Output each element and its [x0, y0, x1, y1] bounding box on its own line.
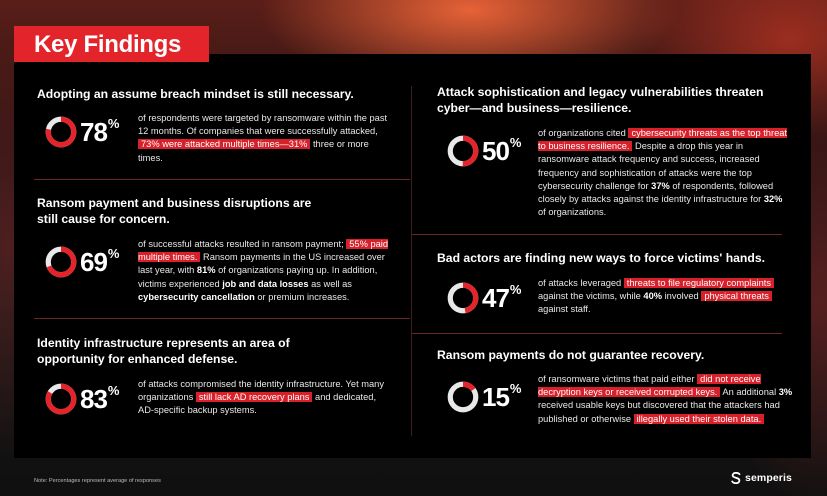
finding-5-desc: of attacks leveraged threats to file regulatory complaints against the victims, while 40% involved physical threats against staff. [538, 277, 790, 317]
stat-percent: 83% [80, 383, 119, 414]
donut-ring [44, 245, 78, 279]
finding-1-heading [37, 87, 397, 103]
brand-name: semperis [745, 472, 792, 484]
divider [34, 179, 410, 180]
finding-4-desc: of organizations cited cybersecurity threats as the top threat to business resilience. Despite a drop this year in ransomware attack frequency and success, increased frequency and sophistication of attacks were the top cybersecurity challenge for 37% of respondents, followed closely by attacks against the identity infrastructure for 32% of organizations. [538, 128, 787, 218]
finding-heading: Attack sophistication and legacy vulnerabilities threaten cyber—and business—resilience. [437, 85, 764, 115]
title-banner [14, 26, 209, 62]
finding-6-heading [437, 348, 777, 364]
finding-4-stat [446, 134, 520, 168]
donut-ring [44, 115, 78, 149]
finding-heading: Adopting an assume breach mindset is still necessary. [37, 87, 354, 101]
finding-6-desc: of ransomware victims that paid either did not receive decryption keys or received corrupted keys. An additional 3% received usable keys but discovered that the attackers had published or otherwise illegally used their stolen data. [538, 374, 793, 424]
column-divider [411, 86, 412, 436]
finding-1-stat [44, 115, 118, 149]
finding-3-desc: of attacks compromised the identity infrastructure. Yet many organizations still lack AD recovery plans and dedicated, AD-specific backup systems. [138, 379, 384, 416]
donut-ring [446, 134, 480, 168]
stat-percent: 47% [482, 282, 521, 313]
stat-percent: 78% [80, 116, 119, 147]
divider [412, 234, 782, 235]
finding-5-heading [437, 251, 777, 267]
stat-percent: 50% [482, 135, 521, 166]
stat-percent: 15% [482, 381, 521, 412]
finding-3-heading [37, 336, 317, 367]
page-title: Key Findings [34, 31, 182, 58]
finding-2-desc: of successful attacks resulted in ransom payment; 55% paid multiple times. Ransom payments in the US increased over last year, with 81% of organizations paying up. In addition, victims experienced job and data losses as well as cybersecurity cancellation or premium increases. [138, 239, 389, 302]
finding-3-stat [44, 382, 118, 416]
finding-6-stat [446, 380, 520, 414]
divider [412, 333, 782, 334]
donut-ring [446, 380, 480, 414]
footnote: Note: Percentages represent average of responses [34, 478, 161, 484]
finding-5-stat [446, 281, 520, 315]
stat-percent: 69% [80, 246, 119, 277]
semperis-logo-icon [731, 472, 741, 484]
donut-ring [44, 382, 78, 416]
divider [34, 318, 410, 319]
finding-heading: Identity infrastructure represents an area of opportunity for enhanced defense. [37, 336, 290, 366]
donut-ring [446, 281, 480, 315]
brand-logo [731, 472, 792, 484]
finding-heading: Ransom payments do not guarantee recovery. [437, 348, 705, 362]
finding-heading: Bad actors are finding new ways to force victims' hands. [437, 251, 765, 265]
finding-4-heading [437, 85, 767, 116]
finding-1-desc: of respondents were targeted by ransomware within the past 12 months. Of companies that were successfully attacked, 73% were attacked multiple times—31% three or more times. [138, 113, 388, 163]
finding-2-stat [44, 245, 118, 279]
finding-heading: Ransom payment and business disruptions are still cause for concern. [37, 196, 312, 226]
finding-2-heading [37, 196, 317, 227]
